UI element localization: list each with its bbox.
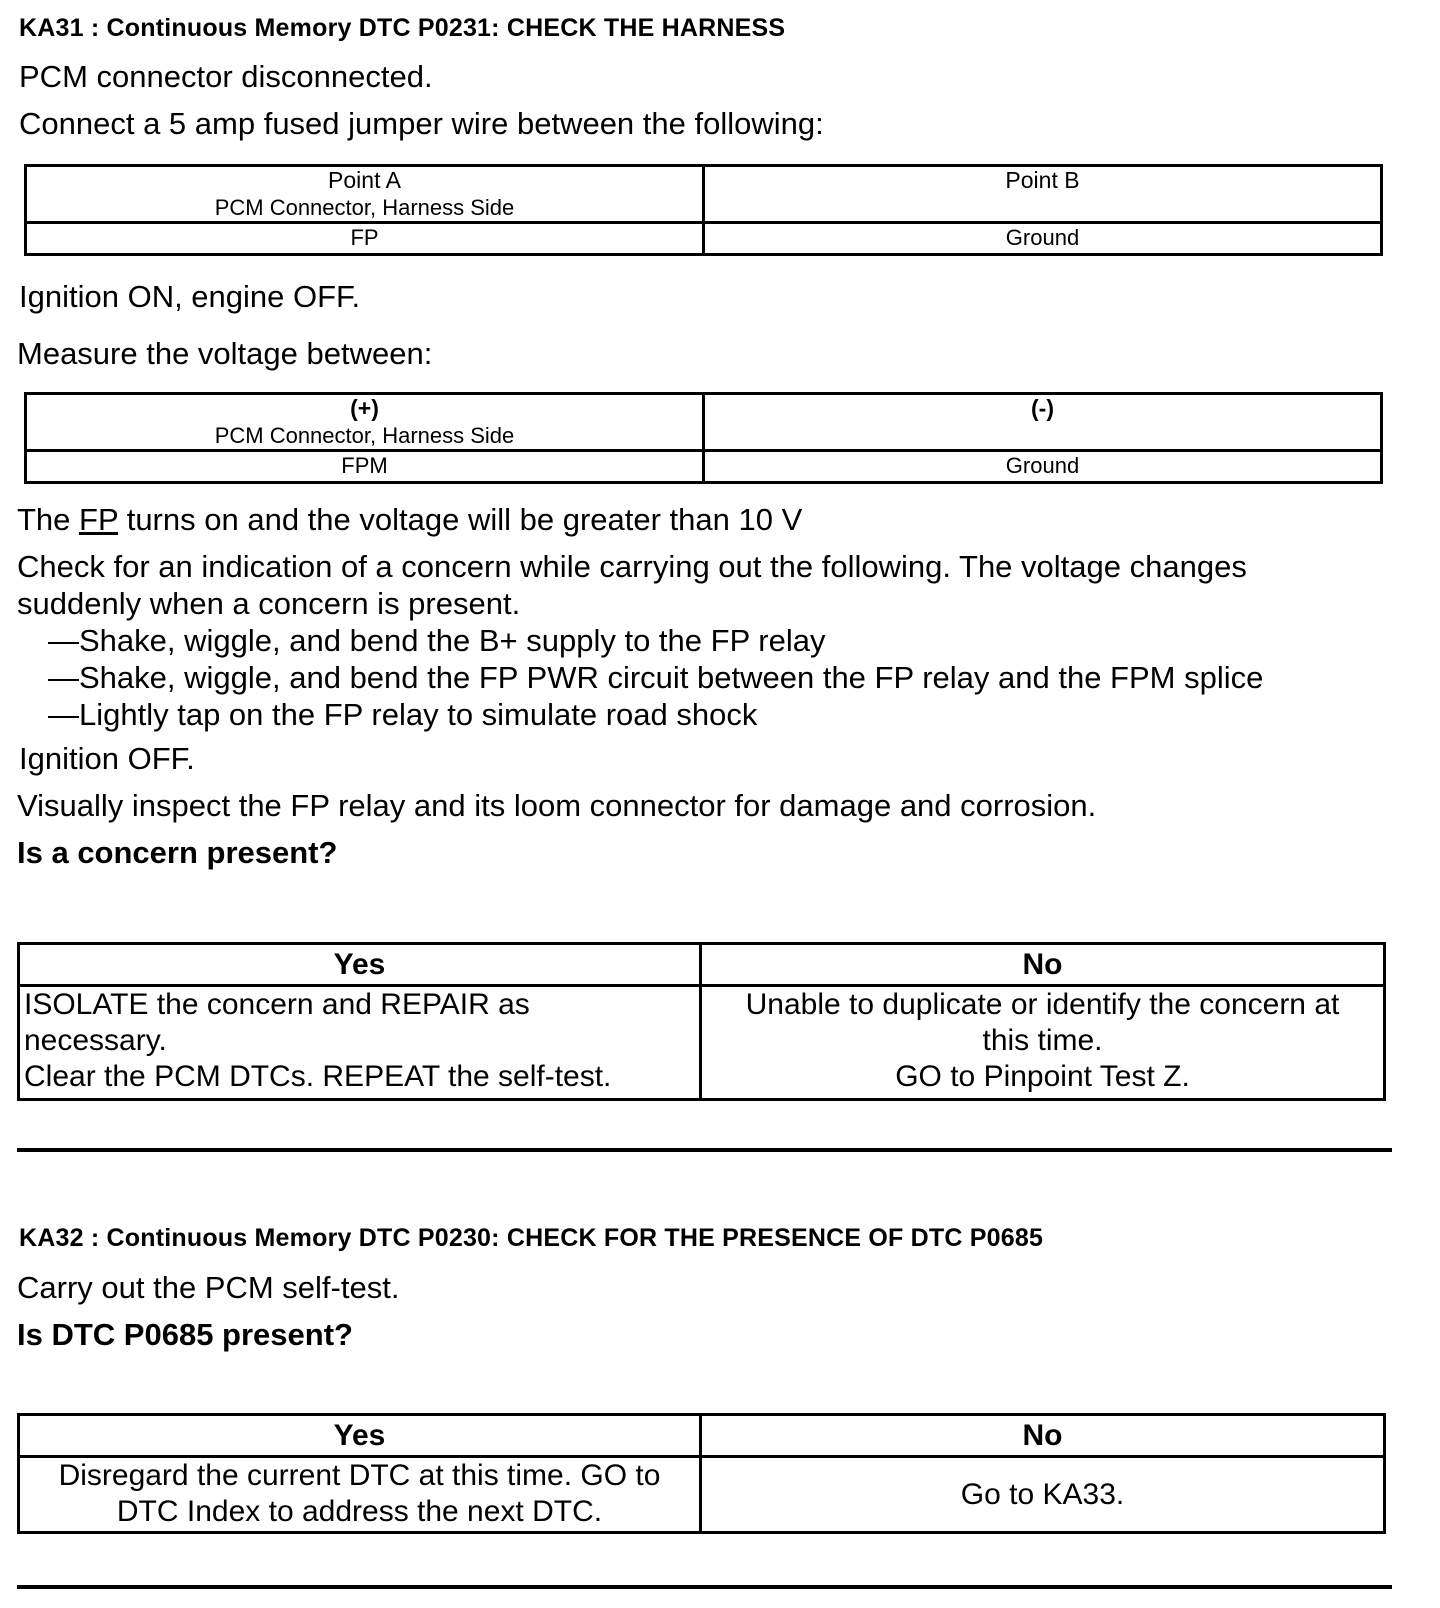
positive-lead-label: (+) (350, 395, 379, 421)
yes-action-line: Disregard the current DTC at this time. GO to (58, 1459, 661, 1492)
ka31-step-measure: Measure the voltage between: (17, 336, 433, 371)
positive-lead-header (26, 394, 704, 451)
no-action-line: GO to Pinpoint Test Z. (895, 1060, 1190, 1093)
no-action-line: Unable to duplicate or identify the concern at (745, 988, 1340, 1021)
ka31-step-inspect: Visually inspect the FP relay and its loom connector for damage and corrosion. (17, 788, 1097, 823)
no-action (701, 986, 1385, 1100)
bullet-item: —Shake, wiggle, and bend the FP PWR circuit between the FP relay and the FPM splice (48, 660, 1264, 695)
no-header: No (701, 944, 1385, 986)
point-a-sublabel: PCM Connector, Harness Side (214, 195, 515, 220)
fp-abbreviation: FP (79, 502, 119, 537)
point-a-label: Point A (328, 167, 401, 193)
yes-header: Yes (19, 1415, 701, 1457)
ka31-question: Is a concern present? (17, 835, 338, 870)
positive-lead-value: FPM (26, 451, 704, 483)
ka31-check-line1: Check for an indication of a concern while carrying out the following. The voltage changes (17, 549, 1247, 584)
ka32-step-self-test: Carry out the PCM self-test. (17, 1270, 400, 1305)
point-a-header (26, 166, 704, 223)
yes-action-line: necessary. (24, 1024, 167, 1057)
ka31-result-table (17, 942, 1386, 1101)
section-divider (17, 1585, 1392, 1589)
no-action-line: Go to KA33. (960, 1477, 1125, 1511)
ka31-heading: KA31 : Continuous Memory DTC P0231: CHECK THE HARNESS (19, 14, 786, 42)
jumper-points-table (24, 164, 1383, 256)
ka31-step-connector: PCM connector disconnected. (19, 59, 433, 94)
negative-lead-header: (-) (704, 394, 1382, 451)
yes-action-line: Clear the PCM DTCs. REPEAT the self-test. (24, 1060, 612, 1093)
no-header: No (701, 1415, 1385, 1457)
no-action-line: this time. (982, 1024, 1103, 1057)
yes-action (19, 1457, 701, 1533)
expected-result-post: turns on and the voltage will be greater than 10 V (118, 502, 803, 537)
ka31-expected-result (17, 502, 802, 538)
negative-lead-value: Ground (704, 451, 1382, 483)
ka32-result-table (17, 1413, 1386, 1534)
yes-action-line: DTC Index to address the next DTC. (116, 1495, 603, 1528)
ka31-step-jumper: Connect a 5 amp fused jumper wire between the following: (19, 106, 824, 141)
bullet-item: —Lightly tap on the FP relay to simulate road shock (48, 697, 758, 732)
ka32-heading: KA32 : Continuous Memory DTC P0230: CHECK FOR THE PRESENCE OF DTC P0685 (19, 1224, 1044, 1252)
point-a-value: FP (26, 223, 704, 255)
no-action (701, 1457, 1385, 1533)
ka32-question: Is DTC P0685 present? (17, 1317, 353, 1352)
voltage-measure-table (24, 392, 1383, 484)
ka31-step-ignition-on: Ignition ON, engine OFF. (19, 279, 361, 314)
yes-header: Yes (19, 944, 701, 986)
ka31-step-ignition-off: Ignition OFF. (19, 741, 195, 776)
ka31-check-line2: suddenly when a concern is present. (17, 586, 521, 621)
point-b-value: Ground (704, 223, 1382, 255)
point-b-header: Point B (704, 166, 1382, 223)
section-divider (17, 1148, 1392, 1152)
yes-action-line: ISOLATE the concern and REPAIR as (24, 988, 530, 1021)
bullet-item: —Shake, wiggle, and bend the B+ supply to the FP relay (48, 623, 826, 658)
positive-lead-sublabel: PCM Connector, Harness Side (214, 423, 515, 448)
yes-action (19, 986, 701, 1100)
expected-result-pre: The (17, 502, 80, 537)
